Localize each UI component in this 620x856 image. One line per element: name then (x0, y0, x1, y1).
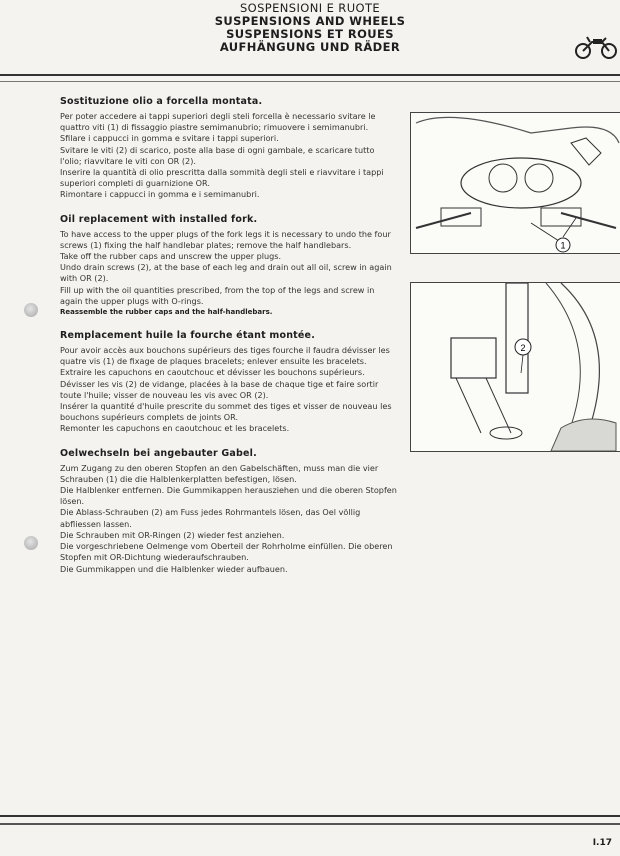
paragraph: Pour avoir accès aux bouchons supérieurs des tiges fourche il faudra dévisser les quatre vis (1) de fixage de plaques bracelets; enlever ensuite les bracelets. (60, 345, 390, 367)
paragraph: Extraire les capuchons en caoutchouc et dévisser les bouchons supérieurs. (60, 367, 365, 378)
section-title: Oelwechseln bei angebauter Gabel. (60, 447, 257, 459)
content-column (60, 96, 398, 588)
motorcycle-icon (574, 34, 618, 60)
paragraph: Svitare le viti (2) di scarico, poste alla base di ogni gambale, e scaricare tutto l'olio; riavvitare le viti con OR (2). (60, 144, 375, 166)
figure-handlebar-plates (410, 112, 620, 254)
fork-illustration (411, 283, 620, 451)
punch-hole-icon (24, 303, 38, 317)
section-title: Sostituzione olio a forcella montata. (60, 96, 263, 107)
page-number: I.17 (592, 838, 612, 848)
section-german (60, 448, 398, 575)
header-line-it: SOSPENSIONI E RUOTE (239, 1, 381, 15)
paragraph: Die Ablass-Schrauben (2) am Fuss jedes Rohrmantels lösen, das Oel völlig abfliessen lassen. (60, 507, 361, 529)
paragraph: Reassemble the rubber caps and the half-handlebars. (60, 308, 273, 317)
header-line-fr: SUSPENSIONS ET ROUES (226, 27, 394, 41)
figure-label-2: 2 (520, 343, 526, 353)
paragraph: Per poter accedere ai tappi superiori degli steli forcella è necessario svitare le quattro viti (1) di fissaggio piastre semimanubrio; rimuovere i semimanubri. (60, 111, 376, 133)
paragraph: Fill up with the oil quantities prescribed, from the top of the legs and screw in again the upper plugs with O-rings. (60, 284, 375, 306)
paragraph: Remonter les capuchons en caoutchouc et les bracelets. (60, 423, 290, 434)
section-italian (60, 96, 398, 201)
section-title: Oil replacement with installed fork. (60, 213, 258, 225)
section-english (60, 214, 398, 317)
section-french (60, 330, 398, 435)
paragraph: Inserire la quantità di olio prescritta dalla sommità degli steli e riavvitare i tappi superiori completi di guarnizione OR. (60, 167, 384, 189)
page-header (0, 2, 620, 54)
paragraph: Dévisser les vis (2) de vidange, placées à la base de chaque tige et faire sortir toute l'huile; visser de nouveau les vis avec OR (2). (60, 378, 379, 400)
paragraph: Rimontare i cappucci in gomma e i semimanubri. (60, 189, 260, 200)
punch-hole-icon (24, 536, 38, 550)
header-line-de: AUFHÄNGUNG UND RÄDER (219, 40, 401, 54)
paragraph: Undo drain screws (2), at the base of each leg and drain out all oil, screw in again with OR (2). (60, 262, 392, 284)
paragraph: Die Halblenker entfernen. Die Gummikappen herausziehen und die oberen Stopfen lösen. (60, 485, 397, 507)
paragraph: Insérer la quantité d'huile prescrite du sommet des tiges et visser de nouveau les bouchons supérieurs complets de joints OR. (60, 401, 392, 423)
header-rule (0, 74, 620, 82)
footer-rule (0, 815, 620, 825)
section-title: Remplacement huile la fourche étant montée. (60, 330, 316, 342)
paragraph: Sfilare i cappucci in gomma e svitare i tappi superiori. (60, 133, 279, 144)
handlebar-illustration (411, 113, 620, 253)
paragraph: Zum Zugang zu den oberen Stopfen an den Gabelschäften, muss man die vier Schrauben (1) die die Halblenkerplatten befestigen, lösen. (60, 462, 379, 484)
figure-label-1: 1 (560, 240, 566, 251)
paragraph: Die Gummikappen und die Halblenker wieder aufbauen. (60, 563, 288, 574)
paragraph: Die Schrauben mit OR-Ringen (2) wieder fest anziehen. (60, 529, 285, 540)
header-line-en: SUSPENSIONS AND WHEELS (214, 14, 406, 28)
figure-drain-screw (410, 282, 620, 452)
paragraph: To have access to the upper plugs of the fork legs it is necessary to undo the four screws (1) fixing the half handlebar plates; remove the half handlebars. (60, 228, 391, 250)
paragraph: Die vorgeschriebene Oelmenge vom Oberteil der Rohrholme einfüllen. Die oberen Stopfen mit OR-Dichtung wiederaufschrauben. (60, 541, 393, 563)
paragraph: Take off the rubber caps and unscrew the upper plugs. (60, 251, 282, 262)
